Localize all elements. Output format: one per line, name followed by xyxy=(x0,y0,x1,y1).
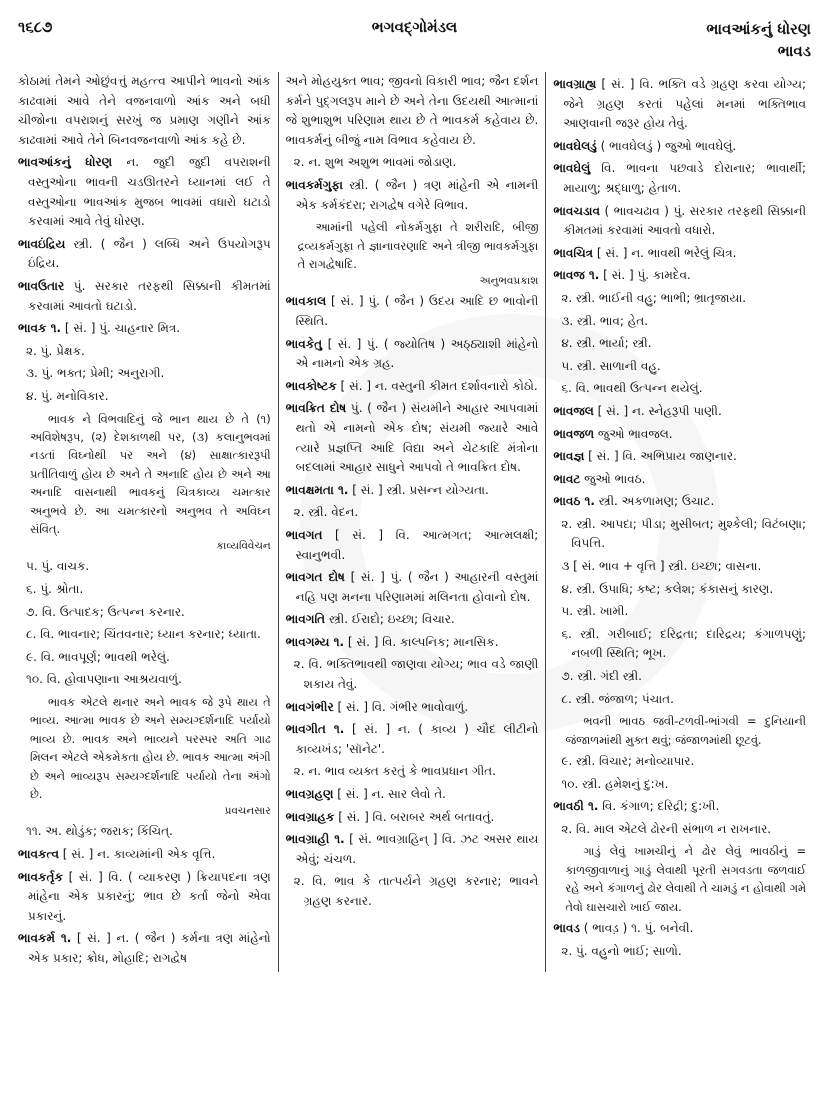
dictionary-entry xyxy=(18,845,271,865)
definition-text: ૬. પું. શ્રોતા. xyxy=(26,581,84,596)
column-2 xyxy=(278,72,546,972)
definition-text: [ સં. ભાવગ્રાહિન્ ] વિ. ઝટ અસર થાય એવું; ચંચળ. xyxy=(295,832,539,866)
book-title: ભગવદ્ગોમંડલ xyxy=(371,18,458,36)
headword: ભાવકોષ્ટક xyxy=(285,378,337,393)
entry-sense xyxy=(553,557,806,577)
definition-text: [ સં. ] વિ. કાલ્પનિક; માનસિક. xyxy=(344,634,499,649)
headword: ભાવગત દોષ xyxy=(285,570,345,585)
headword: ભાવક ૧. xyxy=(18,321,62,336)
definition-text: ૮. વિ. ભાવનાર; ચિંતવનાર; ધ્યાન કરનાર; ધ્યાતા. xyxy=(26,627,261,642)
definition-text: ૨. ન. ભાવ વ્યક્ત કરતું કે ભાવપ્રધાન ગીત. xyxy=(293,764,496,779)
dictionary-entry xyxy=(553,202,806,241)
definition-text: વિ. કંગાળ; દરિદ્રી; દુ:ખી. xyxy=(598,799,720,814)
entry-sense xyxy=(553,625,806,664)
definition-text: [ સં. ] ન. ભાવથી ભરેલું ચિત્ર. xyxy=(593,245,737,260)
definition-text: ૨. વિ. માલ એટલે ઢોરની સંભાળ ન રાખનાર. xyxy=(561,821,772,836)
headword: ભાવજલ xyxy=(553,403,594,418)
entry-sense xyxy=(286,872,539,911)
definition-text: ૨. સ્ત્રી. વેદન. xyxy=(293,505,359,520)
entry-sense xyxy=(553,690,806,710)
dictionary-entry xyxy=(553,244,806,264)
dictionary-entry xyxy=(286,176,539,215)
headword: ભાવઘેલડું xyxy=(553,138,597,153)
definition-text: ૨. વિ. ભક્તિભાવથી જાણવા યોગ્ય; ભાવ વડે જાણી શકાય તેવું. xyxy=(293,657,539,692)
definition-text: ૫. સ્ત્રી. ખામી. xyxy=(561,604,629,619)
quotation xyxy=(553,712,806,749)
headword: ભાવઘેલું xyxy=(553,161,591,176)
dictionary-entry xyxy=(286,808,539,828)
column-3 xyxy=(545,72,813,972)
headword: ભાવગીત ૧. xyxy=(285,722,345,737)
dictionary-entry xyxy=(18,235,271,274)
definition-text: ૨. પું. પ્રેક્ષક. xyxy=(26,343,85,358)
headword: ભાવગત xyxy=(285,527,323,542)
headword: ભાવકેતુ xyxy=(285,336,323,351)
citation-source xyxy=(286,273,539,289)
definition-text: અને મોહયુક્ત ભાવ; જીવનો વિકારી ભાવ; જૈન દર્શન કર્મને પુદ્ગલરૂપ માને છે અને તેના ઉદયથી આત્માનાં જે શુભાશુભ પરિણામ થાય છે તે ભાવકર્મ કહેવાય છે. ભાવકર્મનું બીજું નામ વિભાવ કહેવાય છે. xyxy=(285,74,539,147)
definition-text: ( ભાવચઢાવ ) પું. સરકાર તરફથી સિક્કાની કીમતમાં કરવામાં આવતો વધારો. xyxy=(563,203,807,238)
entry-sense xyxy=(553,775,806,795)
definition-text: ૨. સ્ત્રી. આપદા; પીડા; મુસીબત; મુશ્કેલી; વિટંબણા; વિપત્તિ. xyxy=(561,516,807,551)
entry-sense xyxy=(18,603,271,623)
definition-text: [ સં. ] ન. વસ્તુની કીમત દર્શાવનારો કોઠો. xyxy=(336,378,538,393)
headword: ભાવગંભીર xyxy=(285,699,334,714)
dictionary-entry xyxy=(553,266,806,286)
entry-sense xyxy=(553,379,806,399)
definition-text: સ્ત્રી. ( જૈન ) ત્રણ માંહેની એ નામની એક કર્મકંદરા; રાગદ્વેષ વગેરે વિભાવ. xyxy=(295,177,539,212)
dictionary-entry xyxy=(286,399,539,477)
dictionary-entry xyxy=(553,425,806,445)
guide-words xyxy=(706,18,811,62)
headword: ભાવજ ૧. xyxy=(553,268,600,283)
definition-text: ગાડું લેવું ખામચીનું ને ઢોર લેવું ભાવઠીનું = કાળજીવાળાનું ગાડું લેવાથી પૂરતી સગવડતા જળવાઈ રહે અને કંગાળનું ઢોર લેવાથી તે ચામડું ન હોવાથી ગમે તેવો ઘાસચારો ખાઈ જાય. xyxy=(565,844,807,914)
headword: ભાવઆંકનું ધોરણ xyxy=(18,155,113,170)
page-header xyxy=(18,14,811,70)
headword: ભાવગ્રહણ xyxy=(285,787,334,802)
definition-text: ૩. સ્ત્રી. ભાવ; હેત. xyxy=(561,313,649,328)
definition-text: ન. જુદી જુદી વપરાશની વસ્તુઓના ભાવની ચડઊતરને ધ્યાનમાં લઈ તે વસ્તુઓના ભાવઆંક મુજબ ભાવમાં વધારો ઘટાડો કરવામાં આવે તેવું ધોરણ. xyxy=(28,155,271,229)
headword: ભાવજ્ઞ xyxy=(553,449,585,464)
definition-text: પ્રવચનસાર xyxy=(224,805,271,818)
definition-text: ૬. વિ. ભાવથી ઉત્પન્ન થયેલું. xyxy=(561,381,703,396)
definition-text: ૮. સ્ત્રી. જંજાળ; પંચાત. xyxy=(561,691,674,706)
dictionary-entry xyxy=(18,153,271,231)
dictionary-entry xyxy=(286,698,539,718)
headword: ભાવઉતાર xyxy=(18,278,65,293)
dictionary-entry xyxy=(286,568,539,607)
definition-text: ૬. સ્ત્રી. ગરીબાઈ; દરિદ્રતા; દારિદ્રય; કંગાળપણું; નબળી સ્થિતિ; ભૂખ. xyxy=(561,626,807,661)
definition-text: ૫. સ્ત્રી. સાળાની વહુ. xyxy=(561,358,661,373)
entry-sense xyxy=(18,387,271,407)
headword: ભાવગમ્ય ૧. xyxy=(285,634,345,649)
definition-text: ૭. સ્ત્રી. ગંદી સ્ત્રી. xyxy=(561,669,642,684)
dictionary-columns xyxy=(18,72,813,972)
dictionary-entry xyxy=(553,919,806,939)
dictionary-entry xyxy=(18,868,271,927)
citation-source xyxy=(18,538,271,554)
quotation xyxy=(18,410,271,539)
entry-sense xyxy=(286,153,539,173)
dictionary-entry xyxy=(286,633,539,653)
definition-text: [ સં. ] પું. ( જૈન ) ઉદય આદિ છ ભાવોની સ્થિતિ. xyxy=(295,294,539,328)
definition-text: [ સં. ] વિ. ( વ્યાકરણ ) ક્રિયાપદના ત્રણ માંહેના એક પ્રકારનું; ભાવ છે કર્તા જેનો એવા પ્રકારનું. xyxy=(28,869,271,923)
entry-sense xyxy=(18,670,271,690)
entry-sense xyxy=(553,820,806,840)
definition-text: પું. ( જૈન ) સંયમીને આહાર આપવામાં થતો એ નામનો એક દોષ; સંયમી જ્યારે આવે ત્યારે પ્રજ્ઞપ્તિ આદિ વિદ્યા અને ચેટકાદિ મંત્રોના બદલામાં આહાર સાધુને આપવો તે ભાવક્રિત દોષ. xyxy=(295,401,539,475)
headword: ભાવગ્રાહ્ય xyxy=(553,77,597,91)
headword: ભાવક્ષમતા ૧. xyxy=(285,482,349,497)
definition-text: [ સં. ] પું. ( જૈન ) આહારની વસ્તુમાં નહિ પણ મનના પરિણામમાં મલિનતા હોવાનો દોષ. xyxy=(295,570,539,604)
guide-word-first: ભાવઆંકનું ધોરણ xyxy=(706,20,811,38)
dictionary-entry xyxy=(18,929,271,968)
definition-text: સ્ત્રી. અકળામણ; ઉચાટ. xyxy=(594,494,715,509)
definition-text: અનુભવપ્રકાશ xyxy=(479,275,539,288)
definition-text: ૭. વિ. ઉત્પાદક; ઉત્પન્ન કરનાર. xyxy=(26,604,185,619)
headword: ભાવક્રિત દોષ xyxy=(285,401,347,416)
definition-text: ભાવક એટલે થનાર અને ભાવક જે રૂપે થાય તે ભાવ્ય. આત્મા ભાવક છે અને સમ્યગ્દર્શનાદિ પર્યાયો ભાવ્ય છે. ભાવક અને ભાવ્યને પરસ્પર અતિ ગાઢ મિલન એટલે એકમેકતા હોય છે. ભાવક આત્મા અંગી છે અને ભાવ્યરૂપ સમ્યગ્દર્શનાદિ પર્યાયો તેના અંગો છે. xyxy=(30,694,271,801)
entry-sense xyxy=(553,312,806,332)
entry-sense xyxy=(286,655,539,694)
headword: ભાવઇંદ્રિય xyxy=(18,236,66,251)
entry-sense xyxy=(553,289,806,309)
definition-text: ૨. વિ. ભાવ કે તાત્પર્યને ગ્રહણ કરનાર; ભાવને ગ્રહણ કરનાર. xyxy=(293,874,539,908)
headword: ભાવગ્રાહક xyxy=(285,809,335,824)
entry-sense xyxy=(553,357,806,377)
definition-text: [ સં. ] વિ. ગંભીર ભાવોવાળું. xyxy=(333,699,469,714)
entry-sense xyxy=(553,942,806,962)
dictionary-entry xyxy=(286,335,539,374)
dictionary-entry xyxy=(18,277,271,316)
headword: ભાવગ્રાહી ૧. xyxy=(285,832,345,847)
definition-text: ( ભાવઘેલડું ) જુઓ ભાવઘેલું. xyxy=(596,138,737,153)
definition-text: [ સં. ] ન. ( કાવ્ય ) ચૌદ લીટીનો કાવ્યખંડ; 'સૉનેટ'. xyxy=(295,722,539,756)
dictionary-entry xyxy=(553,75,806,134)
definition-text: ( ભાવડ઼ ) ૧. પું. બનેવી. xyxy=(579,921,694,936)
definition-text: ૪. પું. મનોવિકાર. xyxy=(26,388,109,403)
headword: ભાવજળ xyxy=(553,426,595,441)
entry-sense xyxy=(18,342,271,362)
headword: ભાવઠી ૧. xyxy=(553,799,599,814)
definition-text: ૨. સ્ત્રી. ભાઈની વહુ; ભાભી; ભ્રાતૃજાયા. xyxy=(561,290,747,305)
headword: ભાવઠ ૧. xyxy=(553,494,595,509)
dictionary-entry xyxy=(553,137,806,157)
headword: ભાવકાલ xyxy=(285,294,327,309)
definition-text: [ સં. ] પું. ચાહનાર મિત્ર. xyxy=(61,321,181,336)
definition-text: ૩. પું. ભક્ત; પ્રેમી; અનુરાગી. xyxy=(26,366,165,381)
definition-text: [ સં. ] વિ. આત્મગત; આત્મલક્ષી; સ્વાનુભવી. xyxy=(295,527,539,562)
definition-text: કાવ્યવિવેચન xyxy=(216,540,271,553)
dictionary-entry xyxy=(553,159,806,198)
dictionary-entry xyxy=(18,319,271,339)
definition-text: [ સં. ] વિ. બરાબર અર્થ બતાવતું. xyxy=(334,809,495,824)
page-number: ૧૬૮૭ xyxy=(18,18,53,36)
definition-text: જુઓ ભાવઠ. xyxy=(580,471,646,486)
definition-text: આમાંની પહેલી નોકર્મગુફા તે શરીરાદિ, બીજી દ્રવ્યકર્મગુફા તે જ્ઞાનાવરણાદિ અને ત્રીજી ભાવકર્મગુફા તે રાગદ્વેષાદિ. xyxy=(297,220,539,271)
definition-text: [ સં. ] ન. સાર લેવો તે. xyxy=(333,787,446,802)
definition-text: [ સં. ] વિ. અભિપ્રાય જાણનાર. xyxy=(584,449,737,464)
definition-text: ૧૦. સ્ત્રી. હમેશનું દુ:ખ. xyxy=(561,776,669,791)
definition-text: [ સં. ] ન. ( જૈન ) કર્મના ત્રણ માંહેનો એક પ્રકાર; ક્રોધ, મોહાદિ; રાગદ્વેષ xyxy=(28,931,271,965)
definition-text: પું. સરકાર તરફથી સિક્કાની કીમતમાં કરવામાં આવતો ઘટાડો. xyxy=(28,278,271,313)
dictionary-entry xyxy=(286,830,539,869)
dictionary-entry xyxy=(286,292,539,331)
entry-sense xyxy=(18,364,271,384)
definition-text: [ સં. ] વિ. ભક્તિ વડે ગ્રહણ કરવા યોગ્ય; જેને ગ્રહણ કરતાં પહેલાં મનમાં ભક્તિભાવ આણવાની જરૂર હોય તેવું. xyxy=(563,77,807,131)
citation-source xyxy=(18,803,271,819)
entry-sense xyxy=(18,625,271,645)
dictionary-entry xyxy=(286,720,539,759)
headword: ભાવકર્મગુફા xyxy=(285,177,343,192)
dictionary-entry xyxy=(553,492,806,512)
definition-text: ૪. સ્ત્રી. ઉપાધિ; કષ્ટ; કલેશ; કંકાસનું કારણ. xyxy=(561,581,774,596)
entry-sense xyxy=(286,503,539,523)
definition-text: ભવની ભાવઠ જવી-ટળવી-ભાંગવી = દુનિયાની જંજાળમાંથી મુક્ત થવું; જંજાળમાંથી છૂટવું. xyxy=(565,714,807,747)
column-1 xyxy=(18,72,278,972)
definition-text: [ સં. ] પું. કામદેવ. xyxy=(599,268,691,283)
entry-continuation xyxy=(286,72,539,150)
headword: ભાવગતિ xyxy=(285,612,326,627)
definition-text: ૯. વિ. ભાવપૂર્ણ; ભાવથી ભરેલું. xyxy=(26,649,170,664)
dictionary-entry xyxy=(286,377,539,397)
headword: ભાવચિત્ર xyxy=(553,245,594,260)
entry-sense xyxy=(286,762,539,782)
headword: ભાવકત્વ xyxy=(18,846,59,861)
guide-word-last: ભાવડ xyxy=(777,42,811,60)
definition-text: ૨. ન. શુભ અશુભ ભાવમાં જોડાણ. xyxy=(293,155,457,170)
definition-text: [ સં. ] ન. સ્નેહરૂપી પાણી. xyxy=(593,403,722,418)
dictionary-entry xyxy=(553,797,806,817)
definition-text: ૪. સ્ત્રી. ભાર્યા; સ્ત્રી. xyxy=(561,336,652,351)
definition-text: કોઠામાં તેમને ઓછુંવત્તું મહત્ત્વ આપીને ભાવનો આંક કાઢવામાં આવે તેને વજનવાળો આંક અને બધી ચીજોના વપરાશનું સરખું જ પ્રમાણ ગણીને આંક કાઢવામાં આવે તેને બિનવજનવાળો આંક કહે છે. xyxy=(18,74,271,147)
dictionary-entry xyxy=(553,402,806,422)
entry-sense xyxy=(553,580,806,600)
headword: ભાવકર્તૃક xyxy=(18,869,63,884)
dictionary-entry xyxy=(553,470,806,490)
quotation xyxy=(286,218,539,273)
entry-sense xyxy=(18,822,271,842)
definition-text: ૯. સ્ત્રી. વિચાર; મનોવ્યાપાર. xyxy=(561,754,695,769)
entry-sense xyxy=(553,602,806,622)
definition-text: ૧૦. વિ. હોવાપણાના આશ્રયવાળું. xyxy=(26,672,182,687)
entry-sense xyxy=(553,667,806,687)
definition-text: વિ. ભાવના પછવાડે દોરાનાર; ભાવાર્થી; માયાળુ; શ્રદ્ધાળુ; હેતાળ. xyxy=(563,161,807,195)
quotation xyxy=(553,842,806,916)
headword: ભાવડ xyxy=(553,921,580,936)
dictionary-entry xyxy=(286,610,539,630)
definition-text: [ સં. ] ન. કાવ્યમાંની એક વૃત્તિ. xyxy=(58,846,216,861)
entry-continuation xyxy=(18,72,271,150)
headword: ભાવચડાવ xyxy=(553,203,600,218)
dictionary-entry xyxy=(286,526,539,565)
entry-sense xyxy=(18,557,271,577)
entry-sense xyxy=(553,334,806,354)
definition-text: ૩ [ સં. ભાવ + વૃત્તિ ] સ્ત્રી. ઇચ્છા; વાસના. xyxy=(561,559,762,574)
entry-sense xyxy=(18,580,271,600)
dictionary-entry xyxy=(553,447,806,467)
headword: ભાવકર્મ ૧. xyxy=(18,931,72,946)
definition-text: સ્ત્રી. ( જૈન ) લબ્ધિ અને ઉપયોગરૂપ ઇંદ્રિય. xyxy=(28,236,271,271)
definition-text: જુઓ ભાવજલ. xyxy=(594,426,673,441)
definition-text: [ સં. ] સ્ત્રી. પ્રસન્ન યોગ્યતા. xyxy=(348,482,489,497)
definition-text: ૨. પું. વહુનો ભાઈ; સાળો. xyxy=(561,943,682,958)
entry-sense xyxy=(553,515,806,554)
definition-text: ૧૧. અ. થોડુંક; જરાક; કિંચિત્. xyxy=(26,824,173,839)
dictionary-entry xyxy=(286,785,539,805)
quotation xyxy=(18,693,271,803)
definition-text: [ સં. ] પું. ( જ્યોતિષ ) અઠ્ઠ્યાશી માંહેનો એ નામનો એક ગ્રહ. xyxy=(295,336,539,371)
headword: ભાવટ xyxy=(553,471,581,486)
dictionary-entry xyxy=(286,481,539,501)
definition-text: સ્ત્રી. ઈરાદો; ઇચ્છા; વિચાર. xyxy=(325,612,455,627)
definition-text: ભાવક ને વિભવાદિનું જે ભાન થાય છે તે (૧) અવિશેષરૂપ, (૨) દેશકાળથી પર, (૩) કલાનુભવમાં નડતાં વિઘ્નોથી પર અને (૪) સાક્ષાત્કારરૂપી પ્રતીતિવાળું હોય છે અને તે અનાદિ હોય છે અને આ અનાદિ વાસનાથી ભાવકનું ચિત્રકાવ્ય ચમત્કાર અનુભવે છે. આ ચમત્કારનો અનુભવ તે અવિઘ્ન સંવિત્. xyxy=(30,411,271,536)
entry-sense xyxy=(553,752,806,772)
definition-text: ૫. પું. વાચક. xyxy=(26,559,90,574)
entry-sense xyxy=(18,648,271,668)
